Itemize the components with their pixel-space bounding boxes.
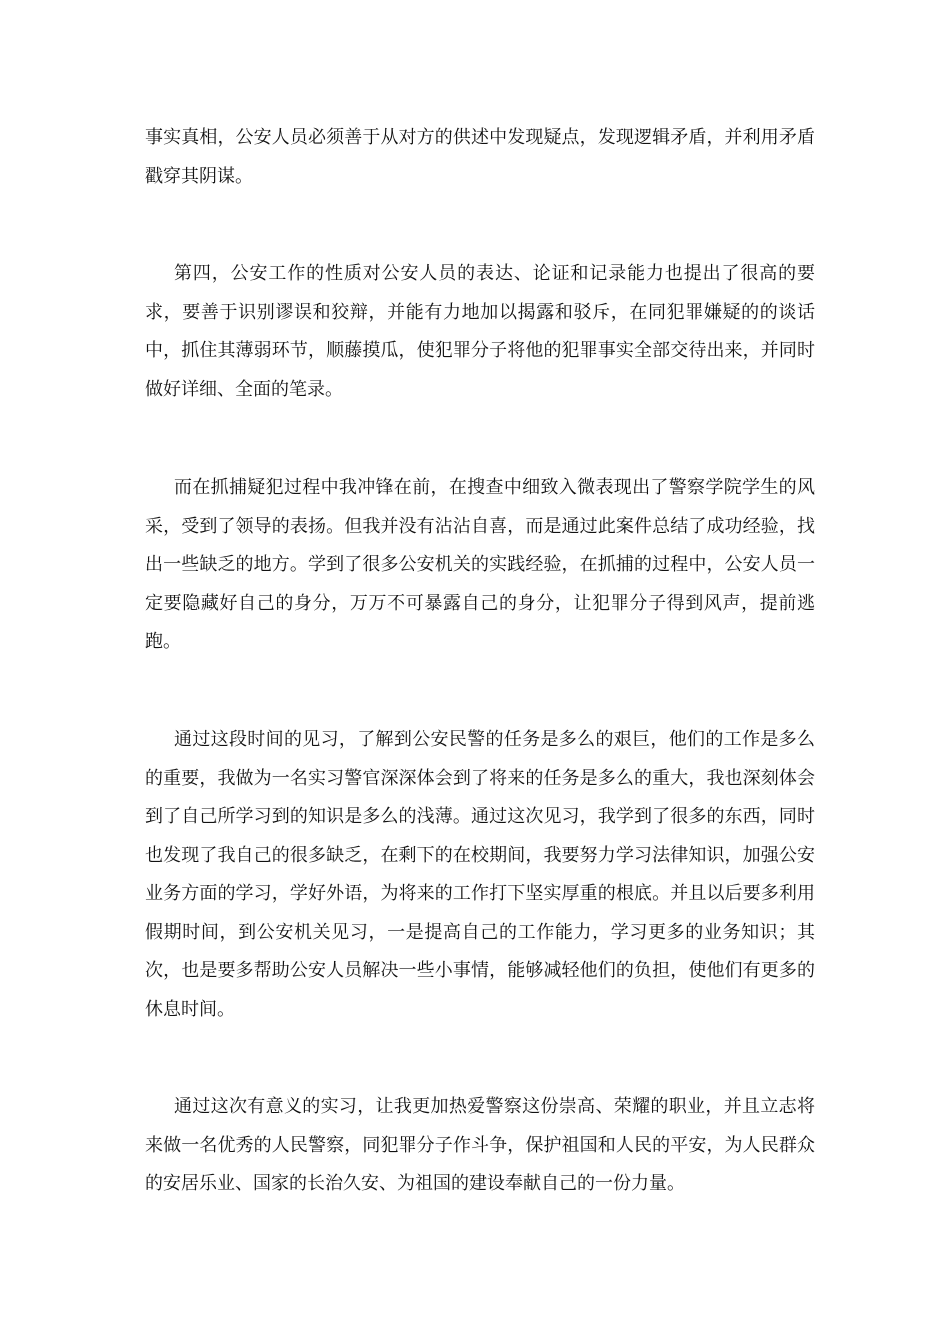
paragraph-arrest-experience: 而在抓捕疑犯过程中我冲锋在前，在搜查中细致入微表现出了警察学院学生的风采，受到了领导的表扬。但我并没有沾沾自喜，而是通过此案件总结了成功经验，找出一些缺乏的地方。学到了很多公安机关的实践经验，在抓捕的过程中，公安人员一定要隐藏好自己的身分，万万不可暴露自己的身分，让犯罪分子得到风声，提前逃跑。 [145,477,815,652]
paragraph-internship-reflection: 通过这段时间的见习，了解到公安民警的任务是多么的艰巨，他们的工作是多么的重要，我做为一名实习警官深深体会到了将来的任务是多么的重大，我也深刻体会到了自己所学习到的知识是多么的浅薄。通过这次见习，我学到了很多的东西，同时也发现了我自己的很多缺乏，在剩下的在校期间，我要努力学习法律知识，加强公安业务方面的学习，学好外语，为将来的工作打下坚实厚重的根底。并且以后要多利用假期时间，到公安机关见习，一是提高自己的工作能力，学习更多的业务知识；其次，也是要多帮助公安人员解决一些小事情，能够减轻他们的负担，使他们有更多的休息时间。 [145,729,815,1020]
paragraph-continuation: 事实真相，公安人员必须善于从对方的供述中发现疑点，发现逻辑矛盾，并利用矛盾戳穿其阴谋。 [145,127,815,187]
paragraph-conclusion: 通过这次有意义的实习，让我更加热爱警察这份崇高、荣耀的职业，并且立志将来做一名优秀的人民警察，同犯罪分子作斗争，保护祖国和人民的平安，为人民群众的安居乐业、国家的长治久安、为祖国的建设奉献自己的一份力量。 [145,1096,815,1194]
paragraph-fourth-point: 第四，公安工作的性质对公安人员的表达、论证和记录能力也提出了很高的要求，要善于识别谬误和狡辩，并能有力地加以揭露和驳斥，在同犯罪嫌疑的的谈话中，抓住其薄弱环节，顺藤摸瓜，使犯罪分子将他的犯罪事实全部交待出来，并同时做好详细、全面的笔录。 [145,263,815,400]
